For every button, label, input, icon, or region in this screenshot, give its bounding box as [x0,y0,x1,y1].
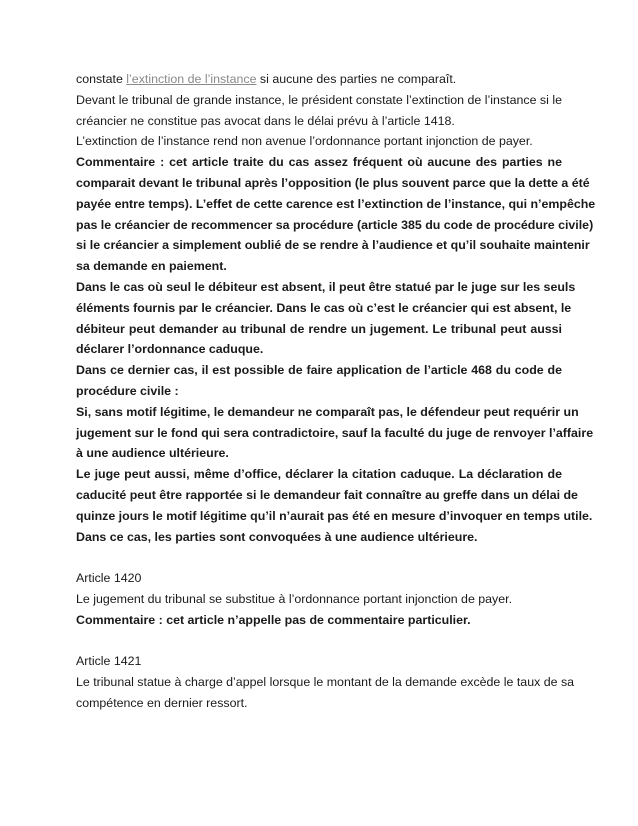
paragraph-line: Devant le tribunal de grande instance, le président constate l’extinction de l’instance si le [76,92,562,107]
text-span: si aucune des parties ne comparaît. [256,72,457,86]
comment-line: déclarer l’ordonnance caduque. [76,342,264,357]
comment-line: jugement sur le fond qui sera contradictoire, sauf la faculté du juge de renvoyer l’affaire [76,425,594,440]
article-heading: Article 1420 [76,571,142,586]
comment-line: éléments fournis par le créancier. Dans le cas où c’est le créancier qui est absent, le [76,300,572,315]
article-text: Le jugement du tribunal se substitue à l’ordonnance portant injonction de payer. [76,591,513,606]
comment-line: à une audience ultérieure. [76,446,229,461]
article-text: compétence en dernier ressort. [76,695,248,710]
comment-line: Dans le cas où seul le débiteur est absent, il peut être statué par le juge sur les seuls [76,279,576,294]
comment-line: Dans ce dernier cas, il est possible de faire application de l’article 468 du code de [76,363,562,378]
text-span: constate [76,72,127,86]
paragraph-line: L’extinction de l’instance rend non avenue l’ordonnance portant injonction de payer. [76,134,533,149]
spacer [76,631,562,652]
comment-line: pas le créancier de recommencer sa procédure (article 385 du code de procédure civile) [76,217,594,232]
document-page [76,69,596,714]
comment-line: comparait devant le tribunal après l’opposition (le plus souvent parce que la dette a été [76,175,590,190]
comment-line: quinze jours le motif légitime qu’il n’aurait pas été en mesure d’invoquer en temps utile. [76,508,593,523]
comment-line: caducité peut être rapportée si le demandeur fait connaître au greffe dans un délai de [76,487,578,502]
article-heading: Article 1421 [76,654,142,669]
instance-extinction-link[interactable]: l’extinction de l’instance [126,72,257,86]
comment-line: Dans ce cas, les parties sont convoquées à une audience ultérieure. [76,529,478,544]
comment-line: procédure civile : [76,383,179,398]
comment-line: Commentaire : cet article traite du cas assez fréquent où aucune des parties ne [76,155,562,170]
paragraph-line: créancier ne constitue pas avocat dans le délai prévu à l’article 1418. [76,113,455,128]
comment-line: sa demande en paiement. [76,259,227,274]
comment-line: Si, sans motif légitime, le demandeur ne comparaît pas, le défendeur peut requérir un [76,404,579,419]
article-text: Le tribunal statue à charge d’appel lorsque le montant de la demande excède le taux de sa [76,675,575,690]
comment-line: débiteur peut demander au tribunal de rendre un jugement. Le tribunal peut aussi [76,321,562,336]
spacer [76,547,562,568]
comment-line: Le juge peut aussi, même d’office, déclarer la citation caduque. La déclaration de [76,467,562,482]
comment-line: payée entre temps). L’effet de cette carence est l’extinction de l’instance, qui n’empêche [76,196,596,211]
comment-line: si le créancier a simplement oublié de se rendre à l’audience et qu’il souhaite maintenir [76,238,590,253]
paragraph-line [76,69,562,90]
comment-line: Commentaire : cet article n’appelle pas de commentaire particulier. [76,612,471,627]
